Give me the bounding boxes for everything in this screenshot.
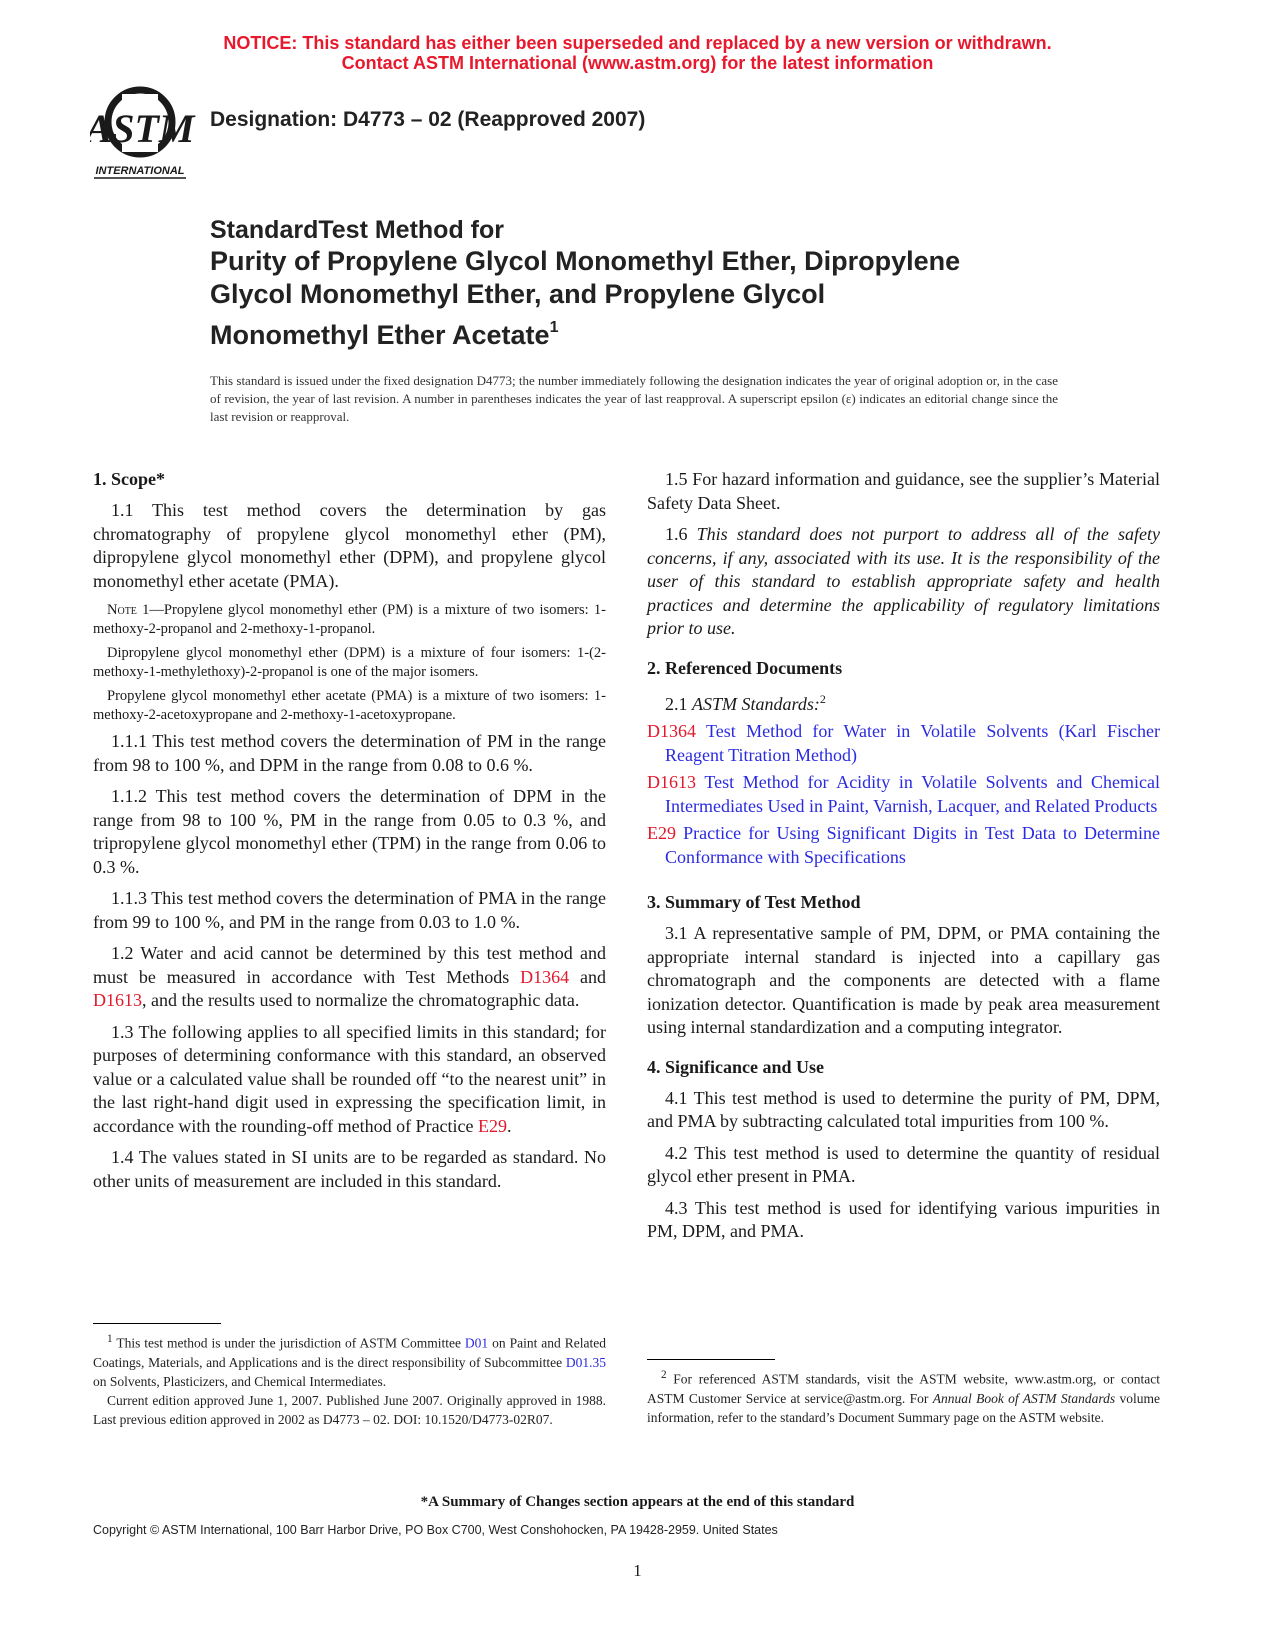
significance-heading: 4. Significance and Use [647, 1056, 825, 1077]
para-1-1-1: 1.1.1 This test method covers the determination of PM in the range from 98 to 100 %, and DPM in the range from 0.08 to 0.6 %. [93, 731, 606, 775]
ref-d1364-title[interactable]: Test Method for Water in Volatile Solvents (Karl Fischer Reagent Titration Method) [665, 721, 1160, 765]
ref-e29-title[interactable]: Practice for Using Significant Digits in Test Data to Determine Conformance with Specifications [665, 823, 1160, 867]
footnote-1-a: This test method is under the jurisdiction of ASTM Committee [112, 1335, 465, 1351]
para-1-3 [93, 1021, 606, 1139]
link-d1364[interactable]: D1364 [520, 966, 570, 987]
right-column [647, 468, 1160, 1252]
page-number: 1 [633, 1561, 642, 1580]
link-d01-35[interactable]: D01.35 [565, 1354, 606, 1370]
astm-logo-icon [90, 84, 202, 184]
title-line-2: Glycol Monomethyl Ether, and Propylene Glycol [210, 279, 826, 309]
document-title [210, 215, 1110, 352]
ref-e29-code[interactable]: E29 [647, 823, 676, 843]
link-d01[interactable]: D01 [464, 1335, 489, 1351]
footnote-1-text [93, 1330, 606, 1391]
para-1-2-text-c: , and the results used to normalize the chromatographic data. [142, 990, 580, 1010]
para-1-2-text-b: and [569, 966, 606, 987]
para-1-6-text: This standard does not purport to address all of the safety concerns, if any, associated with its use. It is the responsibility of the user of this standard to establish appropriate safety and health practices and determine the applicability of regulatory limitations prior to use. [647, 524, 1161, 638]
note-1-pma: Propylene glycol monomethyl ether acetate (PMA) is a mixture of two isomers: 1-methoxy-2-acetoxypropane and 2-methoxy-1-acetoxypropane. [93, 688, 606, 723]
para-4-2: 4.2 This test method is used to determine the quantity of residual glycol ether present in PMA. [647, 1142, 1160, 1186]
ref-d1613-title[interactable]: Test Method for Acidity in Volatile Solvents and Chemical Intermediates Used in Paint, Varnish, Lacquer, and Related Products [665, 772, 1160, 816]
ref-d1364[interactable] [647, 720, 1160, 767]
title-prefix: StandardTest Method for [210, 216, 504, 244]
logo-monogram: ASTM [90, 106, 195, 151]
footnote-1-c: on Solvents, Plasticizers, and Chemical Intermediates. [93, 1373, 387, 1389]
footnote-1-marker: 1 [107, 1333, 113, 1345]
title-footnote-ref[interactable]: 1 [549, 319, 559, 336]
note-label: Note [107, 602, 137, 618]
footnote-divider-left [93, 1323, 221, 1324]
para-1-1-3: 1.1.3 This test method covers the determination of PMA in the range from 99 to 100 %, and PM in the range from 0.03 to 1.0 %. [93, 888, 606, 932]
para-2-1-number: 2.1 [665, 693, 692, 714]
summary-of-changes-note: *A Summary of Changes section appears at the end of this standard [420, 1494, 855, 1510]
footnote-1-edition: Current edition approved June 1, 2007. Published June 2007. Originally approved in 1988. Last previous edition approved in 2002 as D4773 – 02. DOI: 10.1520/D4773-02R07. [93, 1392, 606, 1427]
astm-logo [90, 84, 202, 184]
referenced-documents-heading: 2. Referenced Documents [647, 657, 843, 678]
astm-standards-label: ASTM Standards: [692, 693, 820, 714]
para-1-4: 1.4 The values stated in SI units are to be regarded as standard. No other units of measurement are included in this standard. [93, 1147, 606, 1191]
link-e29[interactable]: E29 [478, 1115, 508, 1136]
ref-d1613-code[interactable]: D1613 [647, 772, 696, 792]
link-d1613[interactable]: D1613 [93, 990, 142, 1010]
para-1-5: 1.5 For hazard information and guidance, see the supplier’s Material Safety Data Sheet. [647, 469, 1160, 513]
para-1-6 [647, 523, 1160, 641]
para-1-6-number: 1.6 [665, 524, 697, 544]
copyright-line: Copyright © ASTM International, 100 Barr Harbor Drive, PO Box C700, West Conshohocken, PA 19428-2959. United States [93, 1523, 778, 1537]
title-line-3-wrap [210, 311, 1110, 352]
note-1 [93, 601, 606, 639]
title-line-3: Monomethyl Ether Acetate [210, 320, 550, 350]
footnote-1 [93, 1330, 606, 1429]
para-4-3: 4.3 This test method is used for identifying various impurities in PM, DPM, and PMA. [647, 1197, 1160, 1241]
footnote-2-b: volume information, refer to the standard’s Document Summary page on the ASTM website. [647, 1390, 1161, 1425]
note-1-text: 1—Propylene glycol monomethyl ether (PM) is a mixture of two isomers: 1-methoxy-2-propanol and 2-methoxy-1-propanol. [93, 602, 606, 637]
para-1-1-2: 1.1.2 This test method covers the determination of DPM in the range from 98 to 100 %, PM in the range from 0.05 to 0.3 %, and tripropylene glycol monomethyl ether (TPM) in the range from 0.06 to 0.3 %. [93, 786, 606, 877]
para-3-1: 3.1 A representative sample of PM, DPM, or PMA containing the appropriate internal standard is injected into a capillary gas chromatograph and the components are detected with a flame ionization detector. Quantification is made by peak area measurement using internal standardization and a computing integrator. [647, 923, 1160, 1037]
footnote-2-marker: 2 [661, 1369, 667, 1381]
superseded-notice [0, 33, 1275, 73]
footnote-2-a: For referenced ASTM standards, visit the ASTM website, www.astm.org, or contact ASTM Customer Service at service@astm.org. For [647, 1371, 1160, 1406]
logo-text: INTERNATIONAL [95, 165, 185, 177]
summary-heading: 3. Summary of Test Method [647, 892, 861, 912]
designation: Designation: D4773 – 02 (Reapproved 2007) [210, 108, 646, 131]
left-column [93, 468, 606, 1201]
footnote-1-b: on Paint and Related Coatings, Materials, and Applications and is the direct responsibility of Subcommittee [93, 1335, 606, 1370]
note-1-dpm: Dipropylene glycol monomethyl ether (DPM) is a mixture of four isomers: 1-(2-methoxy-1-methylethoxy)-2-propanol is one of the major isomers. [93, 645, 606, 680]
para-4-1: 4.1 This test method is used to determine the purity of PM, DPM, and PMA by subtracting calculated total impurities from 100 %. [647, 1087, 1160, 1131]
title-line-1: Purity of Propylene Glycol Monomethyl Ether, Dipropylene [210, 246, 961, 276]
footnote-2-italic: Annual Book of ASTM Standards [932, 1390, 1116, 1406]
para-1-3-text-b: . [507, 1115, 512, 1136]
ref-e29[interactable] [647, 822, 1160, 869]
notice-line-2: Contact ASTM International (www.astm.org) for the latest information [341, 53, 934, 73]
scope-heading: 1. Scope* [93, 469, 165, 489]
para-1-2 [93, 942, 606, 1013]
ref-d1364-code[interactable]: D1364 [647, 721, 696, 741]
footnote-2 [647, 1366, 1160, 1427]
para-2-1 [647, 688, 1160, 717]
para-1-2-text-a: 1.2 Water and acid cannot be determined by this test method and must be measured in accordance with Test Methods [93, 943, 606, 987]
footnote-2-ref[interactable]: 2 [819, 691, 826, 706]
notice-line-1: NOTICE: This standard has either been superseded and replaced by a new version or withdrawn. [223, 33, 1052, 53]
footnote-divider-right [647, 1359, 775, 1360]
para-1-3-text-a: 1.3 The following applies to all specified limits in this standard; for purposes of determining conformance with this standard, an observed value or a calculated value shall be rounded off “to the nearest unit” in the last right-hand digit used in expressing the specification limit, in accordance with the rounding-off method of Practice [93, 1021, 606, 1136]
para-1-1: 1.1 This test method covers the determination by gas chromatography of propylene glycol monomethyl ether (PM), dipropylene glycol monomethyl ether (DPM), and propylene glycol monomethyl ether acetate (PMA). [93, 500, 606, 591]
footnote-2-text [647, 1366, 1160, 1427]
ref-d1613[interactable] [647, 771, 1160, 818]
issuance-statement: This standard is issued under the fixed designation D4773; the number immediately following the designation indicates the year of original adoption or, in the case of revision, the year of last revision. A number in parentheses indicates the year of last reapproval. A superscript epsilon (ε) indicates an editorial change since the last revision or reapproval. [210, 373, 1058, 424]
